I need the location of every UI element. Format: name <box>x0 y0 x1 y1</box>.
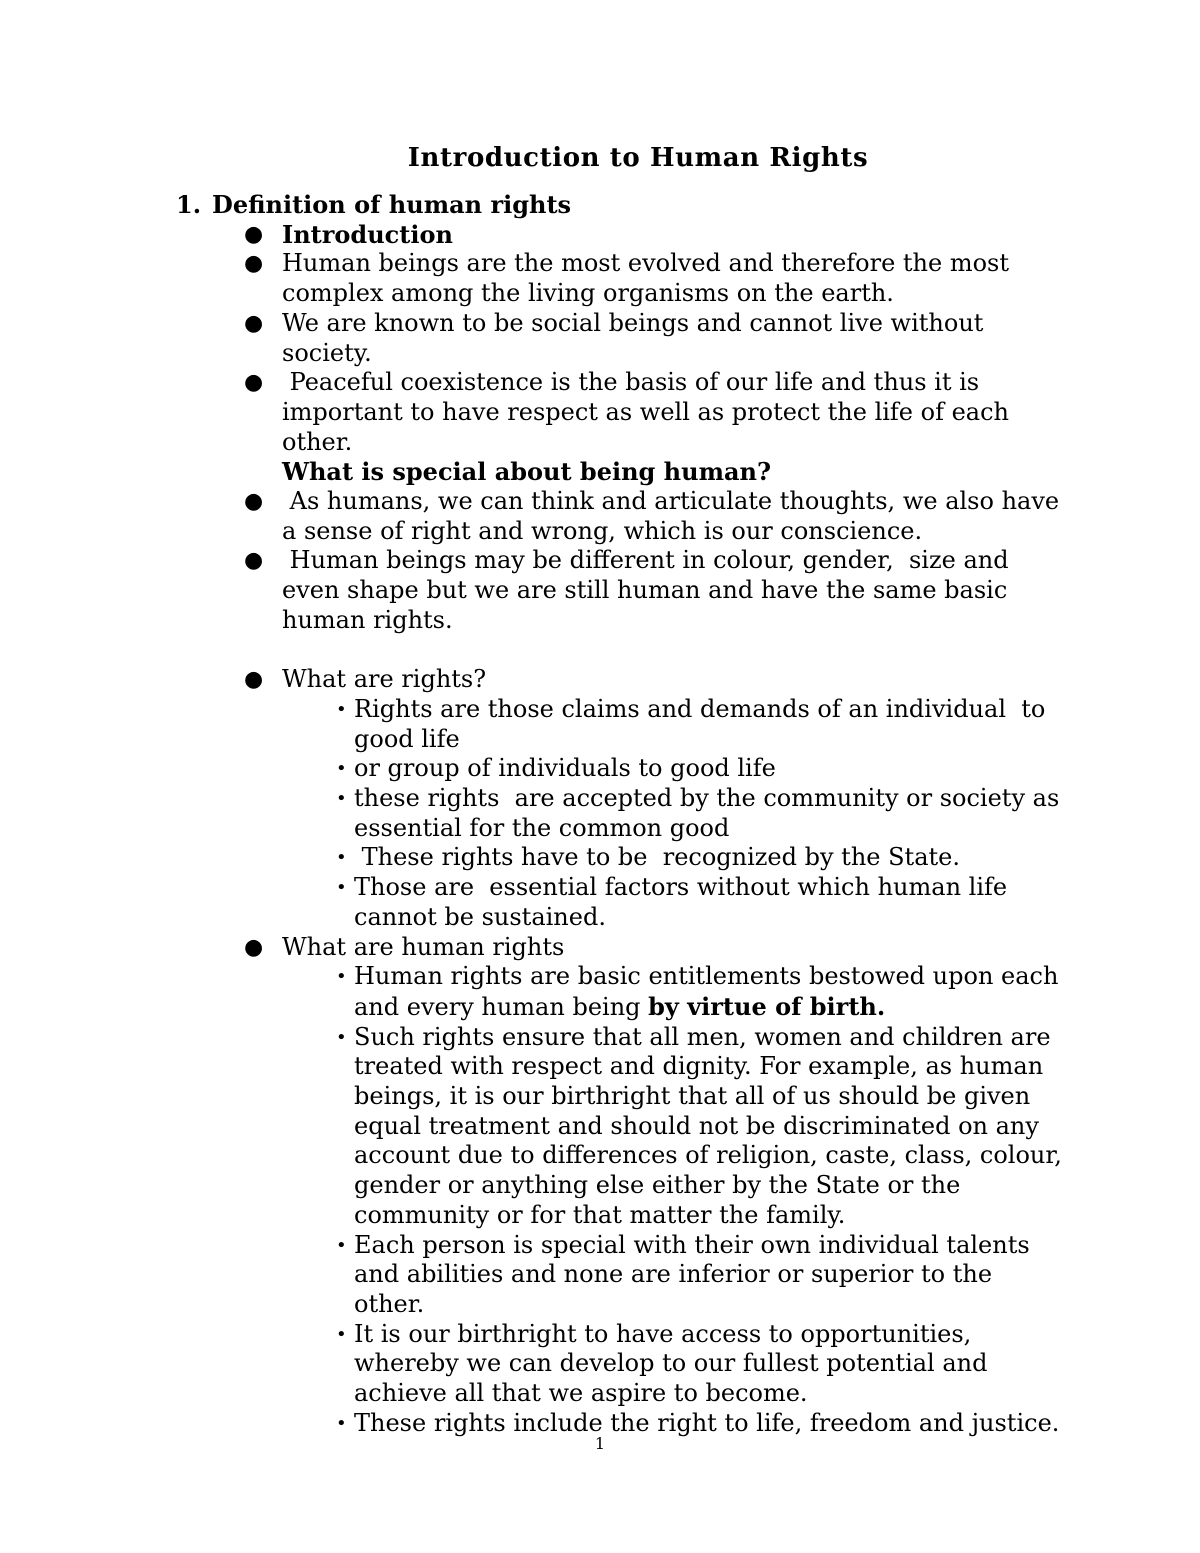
bullet-icon: ● <box>244 667 264 693</box>
bullet-icon: • <box>336 1026 347 1048</box>
bullet-icon: ● <box>244 310 264 336</box>
bullet-icon: ● <box>244 548 264 574</box>
bullet-icon: • <box>336 1234 347 1256</box>
sub-list-item: • These rights include the right to life, freedom and justice. <box>336 1408 1060 1437</box>
bullet-icon: • <box>336 1412 347 1434</box>
sub-list-item: • Such rights ensure that all men, women and children are treated with respect and dignity. For example, as human beings, it is our birthright that all of us should be given equal treatment and should not be discriminated on any account due to differences of religion, caste, class, colour, gender or anything else either by the State or the community or for that matter the family. <box>336 1022 1062 1229</box>
bullet-icon: • <box>336 788 347 810</box>
bullet-icon: • <box>336 1323 347 1345</box>
bullet-icon: • <box>336 847 347 869</box>
bullet-icon: ● <box>244 251 264 277</box>
document-title: Introduction to Human Rights <box>407 143 869 173</box>
bullet-icon: • <box>336 698 347 720</box>
sub-list-item: • These rights have to be recognized by the State. <box>336 843 960 872</box>
list-item: ● Peaceful coexistence is the basis of our life and thus it is important to have respect as well as protect the life of each other. <box>244 368 1017 456</box>
sub-list-item: • Those are essential factors without which human life cannot be sustained. <box>336 873 1015 931</box>
sub-list-item: • Each person is special with their own individual talents and abilities and none are inferior or superior to the other. <box>336 1230 1030 1318</box>
sub-list-item: • Rights are those claims and demands of an individual to good life <box>336 694 1053 753</box>
bullet-icon: ● <box>244 220 264 247</box>
document-body <box>0 190 1200 1439</box>
emphasis-text: by virtue of birth. <box>648 991 886 1021</box>
list-item: ● Human beings may be different in colour, gender, size and even shape but we are still human and have the same basic human rights. <box>244 546 1017 634</box>
list-item: ● As humans, we can think and articulate thoughts, we also have a sense of right and wrong, which is our conscience. <box>244 487 1067 545</box>
list-item: ● What are human rights <box>244 932 565 961</box>
section-number: 1. <box>176 190 202 219</box>
sub-list-item: • It is our birthright to have access to opportunities, whereby we can develop to our fullest potential and achieve all that we aspire to become. <box>336 1319 988 1408</box>
bullet-icon: • <box>336 966 347 988</box>
section-heading-text: Definition of human rights <box>212 190 572 219</box>
sub-list-item: • or group of individuals to good life <box>336 754 776 783</box>
bullet-icon: • <box>336 877 347 899</box>
bullet-icon: ● <box>244 934 264 960</box>
list-item: ● We are known to be social beings and cannot live without society. <box>244 308 984 367</box>
special-heading: What is special about being human? <box>282 457 772 487</box>
bullet-icon: • <box>336 758 347 780</box>
bullet-icon: ● <box>244 370 264 396</box>
sub-list-item: • these rights are accepted by the community or society as essential for the common good <box>336 784 1067 842</box>
section-heading <box>0 190 1200 220</box>
list-item: ● Human beings are the most evolved and therefore the most complex among the living organisms on the earth. <box>244 249 1010 308</box>
list-item: ● Introduction <box>244 219 453 249</box>
spacer <box>0 636 1200 666</box>
sub-list-item: • Human rights are basic entitlements bestowed upon each and every human being by virtue of birth. <box>336 962 1067 1021</box>
list-item: ● What are rights? <box>244 665 487 694</box>
bullet-icon: ● <box>244 489 264 515</box>
page-number: 1 <box>594 1434 606 1453</box>
